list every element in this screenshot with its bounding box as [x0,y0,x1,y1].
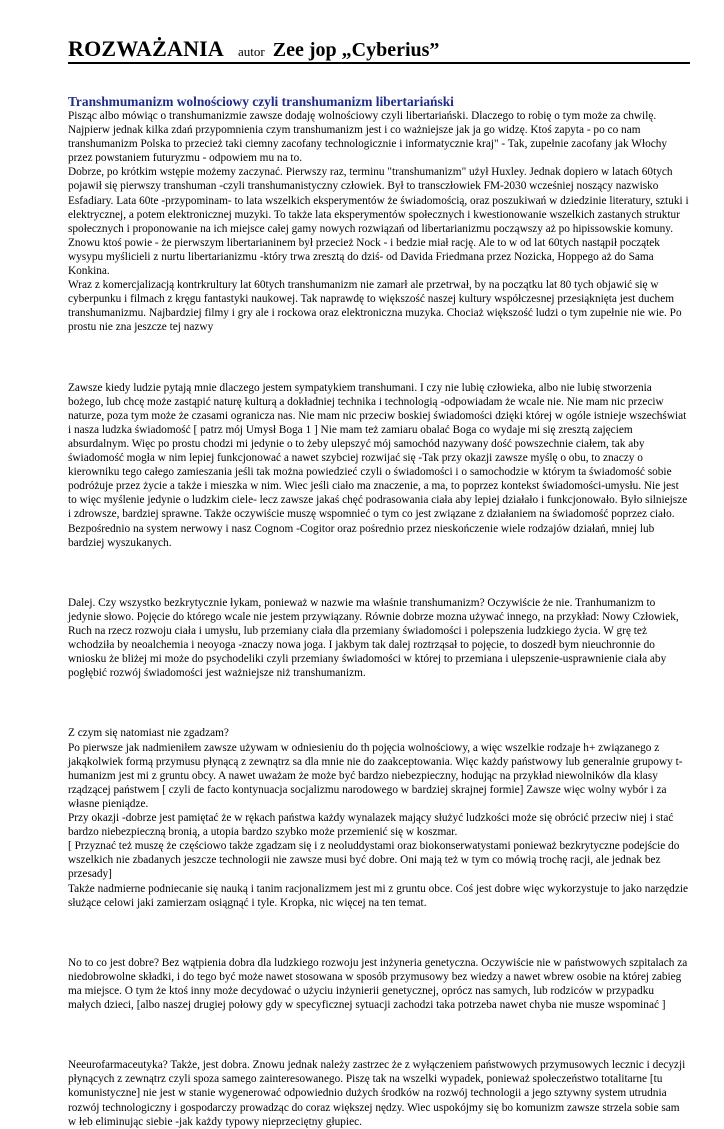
paragraph-gap [68,351,690,365]
page-header [68,36,690,64]
paragraph: Neeurofarmaceutyka? Także, jest dobra. Znowu jednak należy zastrzec że z wyłączeniem państwowych przymusowych lecznic i decyzji płynących z zewnątrz czyli spoza samego zainteresowanego. Piszę tak na wszelki wypadek, ponieważ społeczeństwo totalitarne [tu komunistyczne] nie jest w stanie wygenerować odpowiednio dużych środków na rozwój technologii a jego sztywny system utrudnia rozwój technologiczny i gospodarczy prowadząc do coraz większej nędzy. Wiec uspokójmy się bo komunizm zawsze strzela sobie sam w łeb eliminując siebie -jak każdy typowy nieprzeciętny głupiec. [68,1059,686,1128]
paragraph: Zawsze kiedy ludzie pytają mnie dlaczego jestem sympatykiem transhumani. I czy nie lubię człowieka, albo nie lubię stworzenia bożego, lub chcę może zastąpić naturę kulturą a dokładniej technika i technologią -odpowiadam że wcale nie. Nie mam nic przeciw naturze, poza tym może że czasami ogranicza nas. Nie mam nic przeciw boskiej świadomości dzięki której w ogóle istnieje wszechświat i nasza ludzka świadomość [ patrz mój Umysł Boga 1 ] Nie mam też zamiaru obalać Boga co wydaje mi się zresztą zajęciem absurdalnym. Więc po prostu chodzi mi jedynie o to żeby ulepszyć mój samochód nazywany dość powszechnie ciałem, tak aby świadomość mogła w nim lepiej funkcjonować a nawet szybciej rozwijać się -Tak przy okazji zawsze myślę o obu, to znaczy o kierowniku tego całego zamieszania jeśli tak można powiedzieć czyli o świadomości i o samochodzie w którym ta świadomość sobie podróżuje przez życie a także i mieszka w nim. Wiec jeśli ciało ma znaczenie, a ma, to poprzez kontekst świadomości-umysłu. Nie jest to więc myślenie jedynie o ludzkim ciele- lecz zawsze jakaś chęć podrasowania ciała aby lepiej działało i funkcjonowało. Było silniejsze i zdrowsze, bardziej sprawne. Także oczywiście muszę wspomnieć o tym co jest związane z działaniem na świadomość poprzez ciało. Bezpośrednio na system nerwowy i nasz Cognom -Cogitor oraz pośrednio przez nieskończenie wiele rodzajów działań, mniej lub bardziej wyszukanych. [68,381,688,549]
article-body [68,109,690,1129]
header-by-label: autor [238,44,265,59]
header-title: ROZWAŻANIA [68,36,225,61]
paragraph-gap [68,696,690,710]
article-title: Transhmumanizm wolnościowy czyli transhumanizm libertariański [68,94,454,109]
paragraph-gap [68,566,690,580]
paragraph-gap [68,926,690,940]
paragraph: Dalej. Czy wszystko bezkrytycznie łykam, ponieważ w nazwie ma właśnie transhumanizm? Oczywiście że nie. Tranhumanizm to jedynie słowo. Pojęcie do którego wcale nie jestem przywiązany. Równie dobrze mozna używać innego, na przykład: Nowy Człowiek, Ruch na rzecz rozwoju ciała i umysłu, lub przemiany ciała dla przemiany świadomości i polepszenia ludzkiego życia. W grę też wchodziła by neoalchemia i neoyoga -znaczy nowa joga. I jakbym tak dalej roztrząsał to pojęcie, to doszedł bym nieuchronnie do wniosku że bliżej mi może do psychodeliki czyli przemiany świadomości w której to przemiana i ulepszenie-usprawnienie ciała aby pogłębić rozwój świadomości jest ważniejsze niż transhumanizm. [68,596,679,680]
article [68,94,690,1129]
paragraph: Z czym się natomiast nie zgadzam? [68,727,229,740]
paragraph: Po pierwsze jak nadmieniłem zawsze używam w odniesieniu do th pojęcia wolnościowy, a więc wszelkie rodzaje h+ związanego z jakąkolwiek formą przymusu płynącą z zewnątrz sa dla mnie nie do zaakceptowania. Więc każdy państwowy lub generalnie grupowy t-humanizm jest mi z gruntu obcy. A nawet uważam że może być bardzo niebezpieczny, hodując na przykład niewolników dla klasy rządzącej państwem [ czyli de facto kontynuacja socjalizmu narodowego w bardziej skrajnej formie] Zawsze więc wolny wybór i za własne pieniądze. [68,741,683,810]
paragraph: Przy okazji -dobrze jest pamiętać że w rękach państwa każdy wynalazek mający służyć ludzkości może się obrócić przeciw niej i stać bardzo niebezpieczną bronią, a utopia bardzo szybko może przemienić się w koszmar. [68,812,674,839]
paragraph: Wraz z komercjalizacją kontrkrultury lat 60tych transhumanizm nie zamarł ale przetrwał, by na początku lat 80 tych objawić się w cyberpunku i filmach z kręgu fantastyki naukowej. Tak naprawdę to większość naszej kultury współczesnej przesiąknięta jest duchem transhumanizmu. Najbardziej filmy i gry ale i rockowa oraz elektroniczna muzyka. Chociaż większość ludzi o tym zupełnie nie wie. Po prostu nie zna jeszcze tej nazwy [68,279,682,334]
header-author: Zee jop „Cyberius” [272,39,440,61]
paragraph: Pisząc albo mówiąc o transhumanizmie zawsze dodaję wolnościowy czyli libertariański. Dlaczego to robię o tym może za chwilę. Najpierw jednak kilka zdań przypomnienia czym transhumanizm jest i co ważniejsze jak ja go widzę. Ktoś zapyta - po co nam transhumanizm Polska to przecież taki ciemny zacofany technologicznie i informatycznie kraj" - Tak, zupełnie zacofany jak Włochy przez powstaniem futuryzmu - odpowiem mu na to. [68,110,668,165]
paragraph: Także nadmierne podniecanie się nauką i tanim racjonalizmem jest mi z gruntu obce. Coś jest dobre więc wykorzystuje to jako narzędzie służące celowi jaki zamierzam osiągnąć i tyle. Kropka, nic więcej na ten temat. [68,882,688,909]
paragraph: [ Przyznać też muszę że częściowo także zgadzam się i z neoluddystami oraz biokonserwatystami ponieważ bezkrytyczne podejście do wszelkich nie zbadanych jeszcze technologii nie zawsze musi być dobre. Oni mają też w tym co mówią trochę racji, ale jednak bez przesady] [68,840,680,881]
paragraph: No to co jest dobre? Bez wątpienia dobra dla ludzkiego rozwoju jest inżyneria genetyczna. Oczywiście nie w państwowych szpitalach za niedobrowolne składki, i do tego być może nawet stosowana w sposób przymusowy bez wiedzy a nawet wbrew osobie na której zabieg ma miejsce. O tym że ktoś inny może decydować o użyciu inżynierii genetycznej, oprócz nas samych, lub rodziców w przypadku małych dzieci, [albo naszej drugiej połowy gdy w specyficznej sytuacji zachodzi taka potrzeba nawet chyba nie musze wspominać ] [68,956,688,1012]
paragraph-gap [68,1028,690,1042]
paragraph: Dobrze, po krótkim wstępie możemy zaczynać. Pierwszy raz, terminu "transhumanizm" użył Huxley. Jednak dopiero w latach 60tych pojawił się pierwszy transhuman -czyli transhumanistyczny człowiek. Był to transczłowiek FM-2030 wcześniej noszący nazwisko Esfadiary. Lata 60te -przypominam- to lata wszelkich eksperymentów że świadomością, oraz poszukiwań w dziedzinie literatury, sztuki i elektrycznej, a potem elektronicznej muzyki. To także lata eksperymentów społecznych i kwestionowanie wszelkich zastanych struktur społecznych i proponowanie na ich miejsce całej gamy nowych rozwiązań od libertarianizmu począwszy aż po hipissowskie komuny. Znowu ktoś powie - że pierwszym libertarianinem był przecież Nock - i bedzie miał rację. Ale to w od lat 60tych nastąpił początek wysypu myślicieli z nurtu libertarianizmu -który trwa zresztą do dziś- od Davida Friedmana przez Nozicka, Hoppego aż do Sama Konkina. [68,166,689,278]
